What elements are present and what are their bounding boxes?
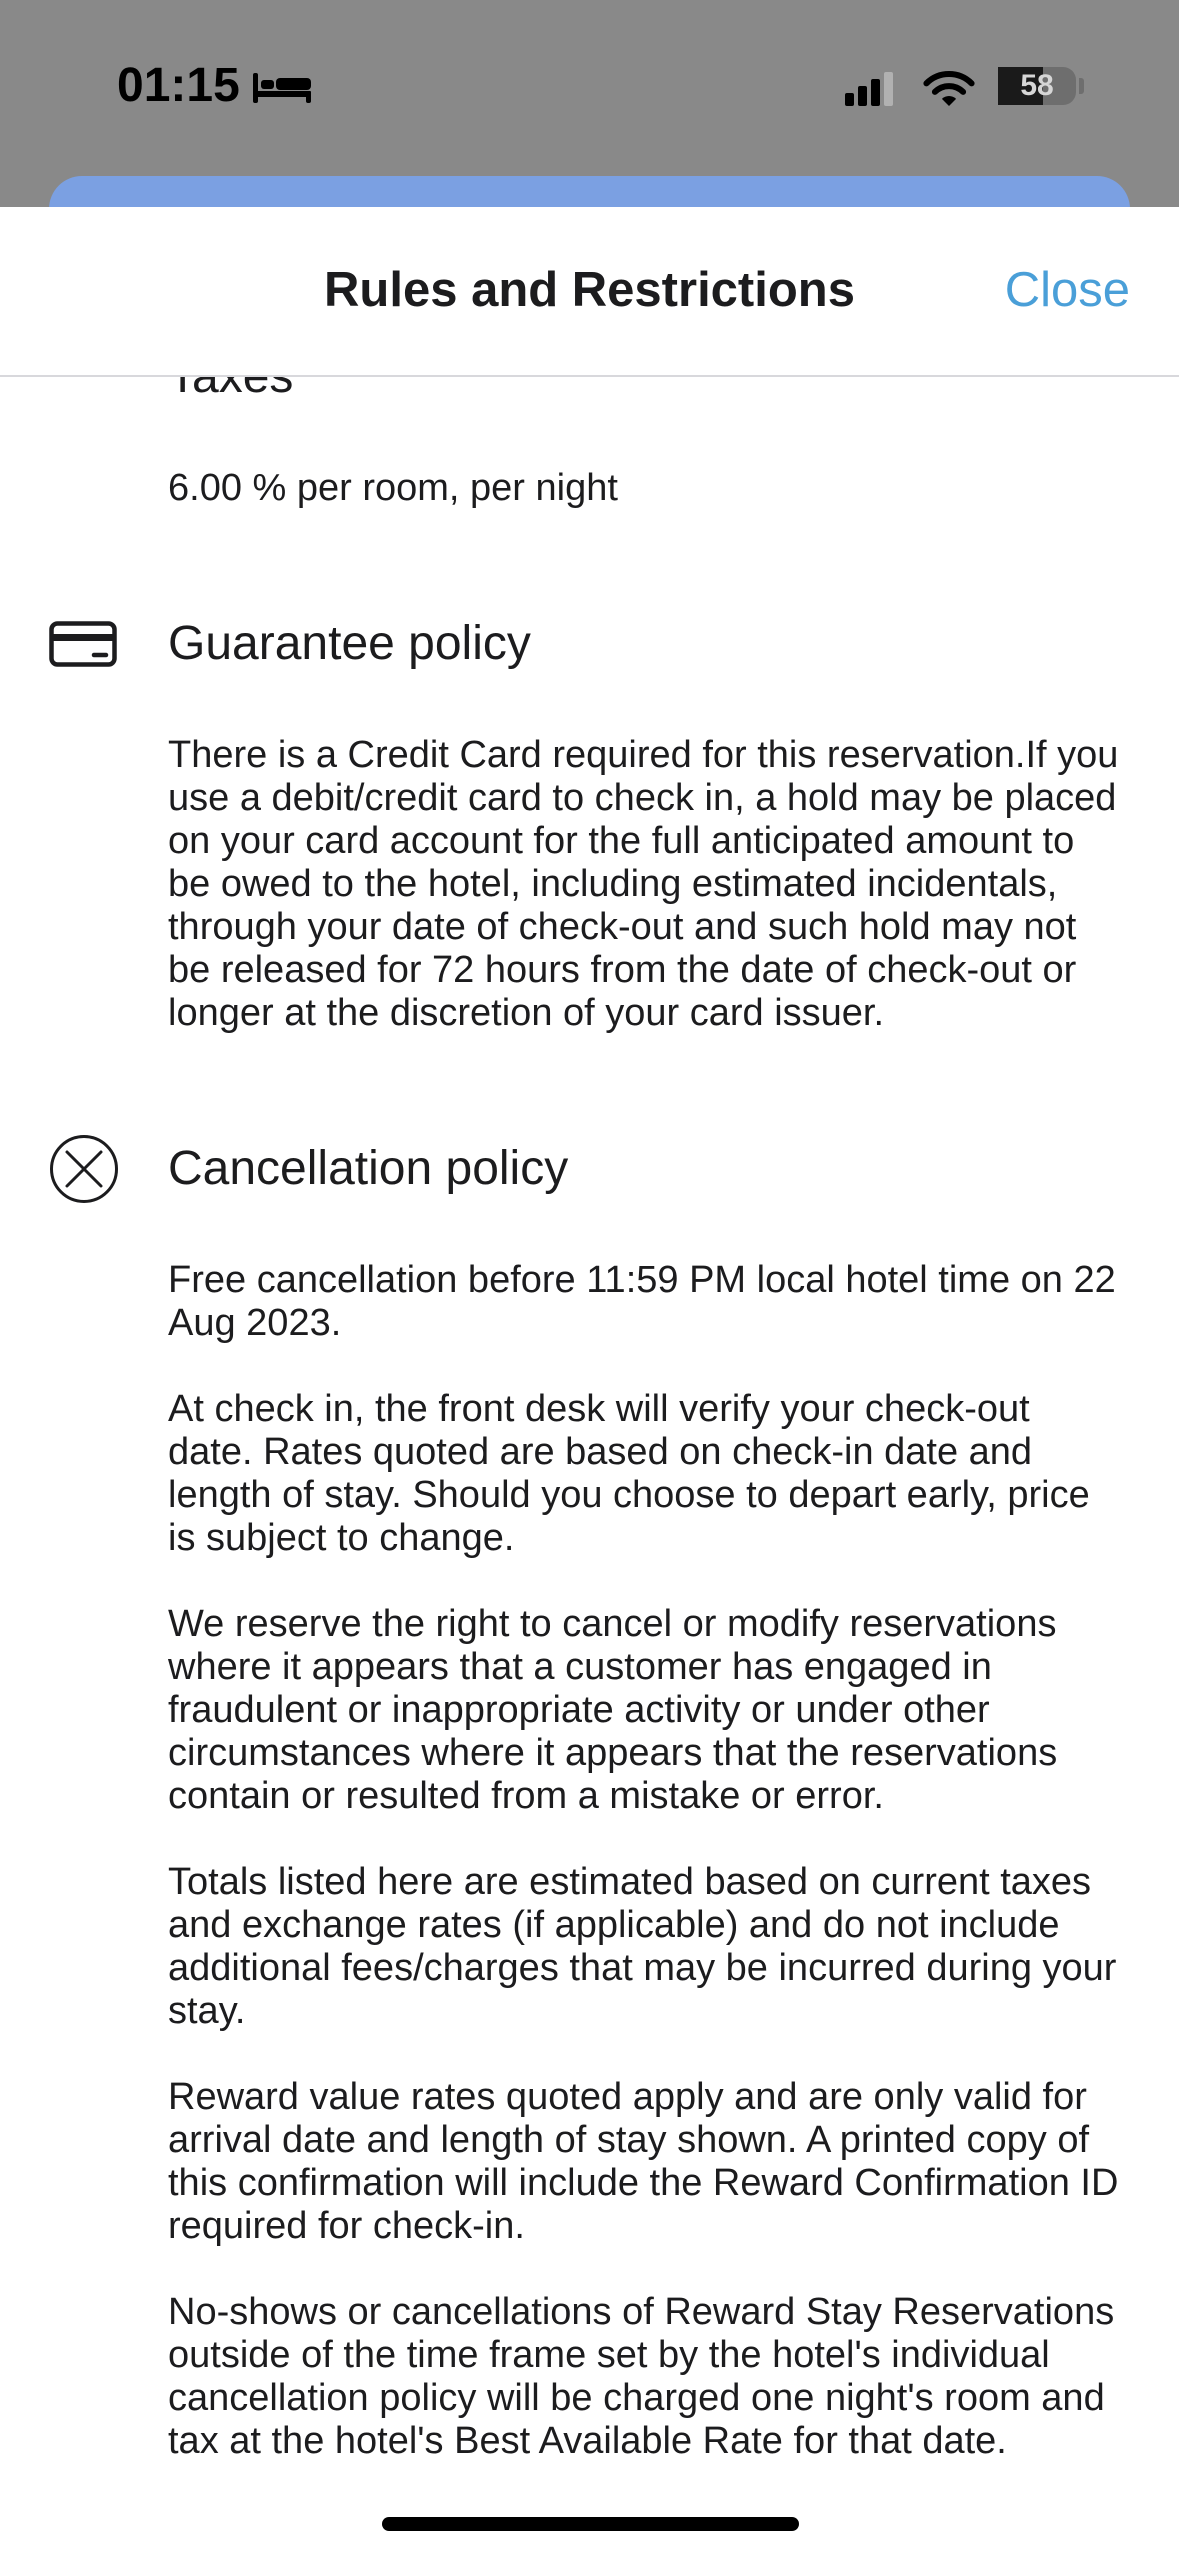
- policy-paragraph: We reserve the right to cancel or modify reservations where it appears that a customer has engaged in fraudulent or inappropriate activity or under other circumstances where it appears that the reservations contain or resulted from a mistake or error.: [168, 1603, 1058, 1817]
- bed-icon: [253, 73, 311, 103]
- guarantee-heading: Guarantee policy: [168, 617, 531, 670]
- cancellation-body: [168, 1259, 1168, 2463]
- rules-sheet: [0, 207, 1179, 2556]
- status-time: 01:15: [117, 59, 240, 112]
- battery-percent: 58: [1020, 69, 1054, 102]
- signal-bar: [871, 79, 880, 106]
- cancellation-section: [0, 1141, 1179, 2463]
- guarantee-body: [168, 734, 1168, 1035]
- battery-icon: [998, 67, 1076, 105]
- cancel-circle-icon: [49, 1134, 119, 1204]
- policy-paragraph: Reward value rates quoted apply and are only valid for arrival date and length of stay shown. A printed copy of this confirmation will include the Reward Confirmation ID required for check-in.: [168, 2076, 1119, 2247]
- policy-paragraph: There is a Credit Card required for this reservation.If you use a debit/credit card to check in, a hold may be placed on your card account for the full anticipated amount to be owed to the hotel, including estimated incidentals, through your date of check-out and such hold may not be released for 72 hours from the date of check-out or longer at the discretion of your card issuer.: [168, 734, 1119, 1034]
- signal-bar: [845, 93, 854, 106]
- wifi-icon: [922, 68, 976, 106]
- signal-bar: [858, 86, 867, 106]
- sheet-header: [0, 207, 1179, 377]
- taxes-body: [168, 467, 1168, 510]
- policy-paragraph: 6.00 % per room, per night: [168, 467, 618, 509]
- home-indicator[interactable]: [382, 2517, 799, 2531]
- guarantee-section: [0, 616, 1179, 1035]
- section-heading-row: [0, 616, 1179, 672]
- policy-paragraph: Totals listed here are estimated based on current taxes and exchange rates (if applicable) and do not include additional fees/charges that may be incurred during your stay.: [168, 1861, 1117, 2032]
- status-bar: [0, 0, 1179, 176]
- cancellation-heading: Cancellation policy: [168, 1142, 569, 1195]
- policy-paragraph: Free cancellation before 11:59 PM local hotel time on 22 Aug 2023.: [168, 1259, 1116, 1344]
- rules-scroll-area[interactable]: [0, 377, 1179, 2556]
- policy-paragraph: At check in, the front desk will verify your check-out date. Rates quoted are based on check-in date and length of stay. Should you choose to depart early, price is subject to change.: [168, 1388, 1090, 1559]
- policy-paragraph: No-shows or cancellations of Reward Stay Reservations outside of the time frame set by the hotel's individual cancellation policy will be charged one night's room and tax at the hotel's Best Available Rate for that date.: [168, 2291, 1115, 2462]
- cellular-signal-icon: [845, 70, 895, 106]
- close-button[interactable]: Close: [1004, 263, 1130, 317]
- section-heading-row: [0, 1141, 1179, 1197]
- sheet-title: Rules and Restrictions: [324, 263, 855, 317]
- signal-bar: [884, 72, 893, 106]
- credit-card-icon: [49, 621, 117, 667]
- battery-cap: [1079, 78, 1084, 94]
